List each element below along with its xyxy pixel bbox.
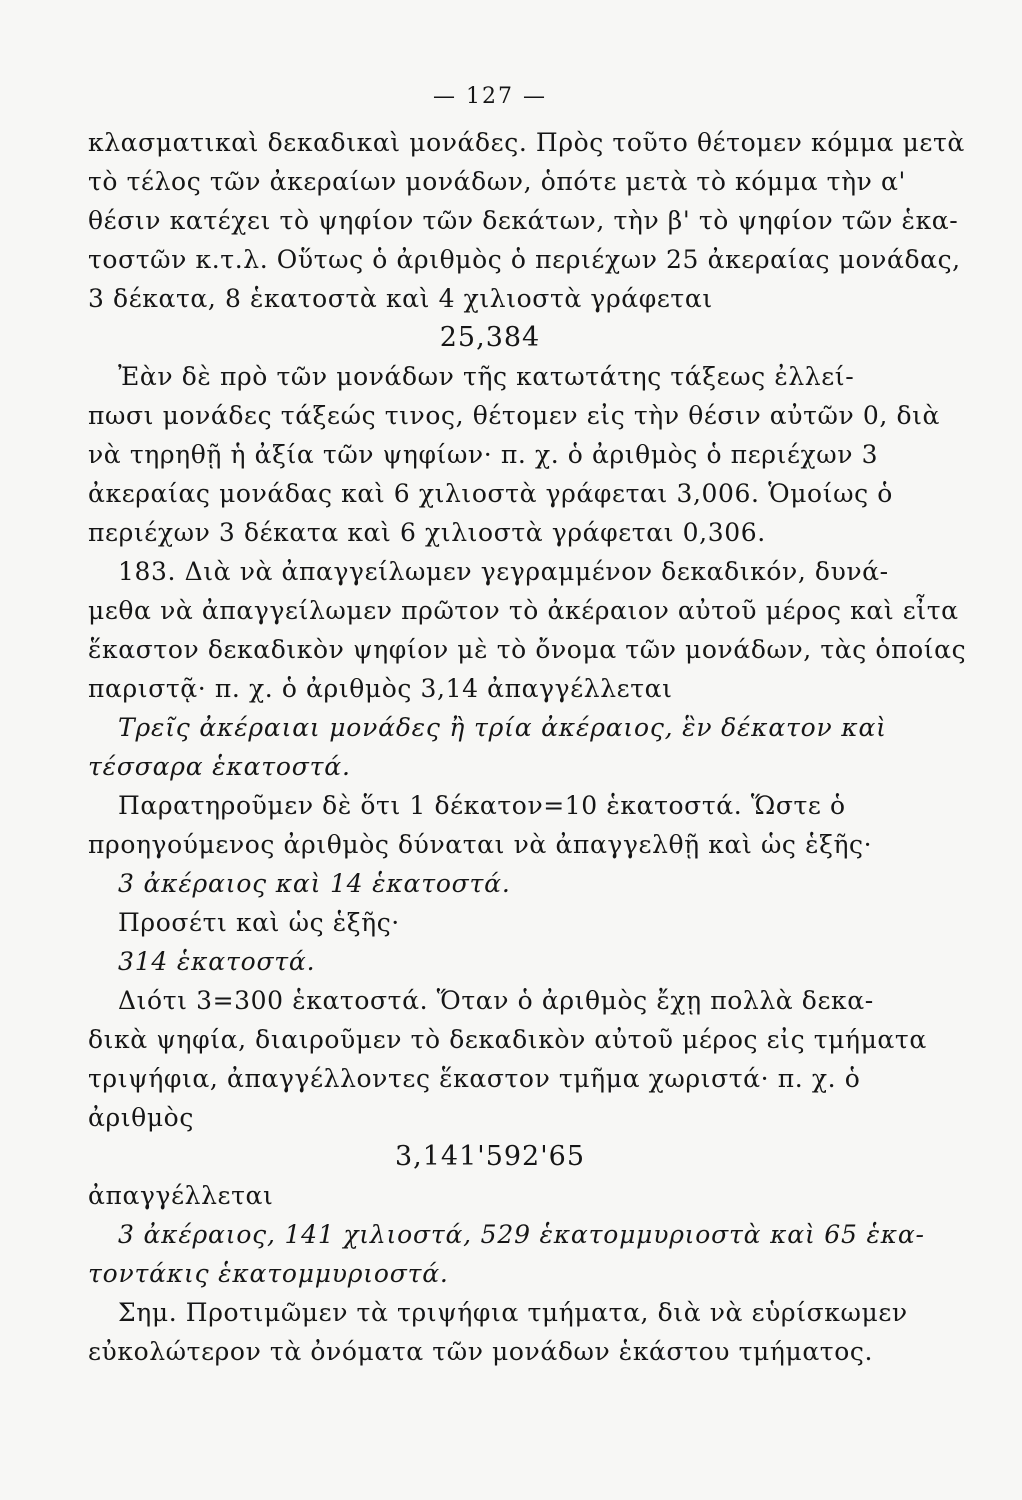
text-line: πωσι μονάδες τάξεώς τινος, θέτομεν εἰς τὴν θέσιν αὐτῶν 0, διὰ (88, 401, 940, 430)
text-line: τριψήφια, ἀπαγγέλλοντες ἕκαστον τμῆμα χωριστά· π. χ. ὁ (88, 1064, 861, 1093)
example-line: τέσσαρα ἑκατοστά. (88, 752, 351, 781)
formula-line: 3,141'592'65 (394, 1141, 586, 1172)
example-line: 3 ἀκέραιος, 141 χιλιοστά, 529 ἑκατομμυριοστὰ καὶ 65 ἑκα- (118, 1220, 925, 1249)
text-line: 3 δέκατα, 8 ἑκατοστὰ καὶ 4 χιλιοστὰ γράφεται (88, 284, 713, 313)
text-line: ἕκαστον δεκαδικὸν ψηφίον μὲ τὸ ὄνομα τῶν μονάδων, τὰς ὁποίας (88, 635, 967, 664)
text-line: παριστᾷ· π. χ. ὁ ἀριθμὸς 3,14 ἀπαγγέλλεται (88, 674, 673, 703)
text-line: τὸ τέλος τῶν ἀκεραίων μονάδων, ὁπότε μετὰ τὸ κόμμα τὴν α' (88, 167, 906, 196)
text-line: Ἐὰν δὲ πρὸ τῶν μονάδων τῆς κατωτάτης τάξεως ἐλλεί- (118, 362, 855, 391)
text-line: προηγούμενος ἀριθμὸς δύναται νὰ ἀπαγγελθῇ καὶ ὡς ἑξῆς· (88, 830, 873, 859)
text-line: δικὰ ψηφία, διαιροῦμεν τὸ δεκαδικὸν αὐτοῦ μέρος εἰς τμήματα (88, 1025, 927, 1054)
text-line: περιέχων 3 δέκατα καὶ 6 χιλιοστὰ γράφεται 0,306. (88, 518, 766, 547)
example-line: 3 ἀκέραιος καὶ 14 ἑκατοστά. (118, 869, 511, 898)
page-number: — 127 — (433, 84, 547, 109)
text-line: ἀκεραίας μονάδας καὶ 6 χιλιοστὰ γράφεται 3,006. Ὁμοίως ὁ (88, 479, 893, 508)
note-line: Σημ. Προτιμῶμεν τὰ τριψήφια τμήματα, διὰ νὰ εὑρίσκωμεν (118, 1298, 908, 1327)
text-line: θέσιν κατέχει τὸ ψηφίον τῶν δεκάτων, τὴν β' τὸ ψηφίον τῶν ἑκα- (88, 206, 959, 235)
text-line: κλασματικαὶ δεκαδικαὶ μονάδες. Πρὸς τοῦτο θέτομεν κόμμα μετὰ (88, 128, 965, 157)
section-heading-line: 183. Διὰ νὰ ἀπαγγείλωμεν γεγραμμένον δεκαδικόν, δυνά- (118, 557, 889, 586)
example-line: Τρεῖς ἀκέραιαι μονάδες ἢ τρία ἀκέραιος, ἓν δέκατον καὶ (118, 713, 887, 742)
text-line: Προσέτι καὶ ὡς ἑξῆς· (118, 908, 400, 937)
formula-line: 25,384 (439, 322, 541, 353)
text-line: ἀπαγγέλλεται (88, 1181, 274, 1210)
example-line: 314 ἑκατοστά. (118, 947, 316, 976)
text-line: ἀριθμὸς (88, 1103, 194, 1132)
text-line: τοστῶν κ.τ.λ. Οὕτως ὁ ἀριθμὸς ὁ περιέχων 25 ἀκεραίας μονάδας, (88, 245, 961, 274)
text-line: μεθα νὰ ἀπαγγείλωμεν πρῶτον τὸ ἀκέραιον αὐτοῦ μέρος καὶ εἶτα (88, 596, 959, 625)
text-line: νὰ τηρηθῇ ἡ ἀξία τῶν ψηφίων· π. χ. ὁ ἀριθμὸς ὁ περιέχων 3 (88, 440, 879, 469)
example-line: τοντάκις ἑκατομμυριοστά. (88, 1259, 449, 1288)
text-line: Διότι 3=300 ἑκατοστά. Ὅταν ὁ ἀριθμὸς ἔχῃ πολλὰ δεκα- (118, 986, 874, 1015)
text-line: Παρατηροῦμεν δὲ ὅτι 1 δέκατον=10 ἑκατοστά. Ὥστε ὁ (118, 791, 846, 820)
note-line: εὐκολώτερον τὰ ὀνόματα τῶν μονάδων ἑκάστου τμήματος. (88, 1337, 874, 1366)
